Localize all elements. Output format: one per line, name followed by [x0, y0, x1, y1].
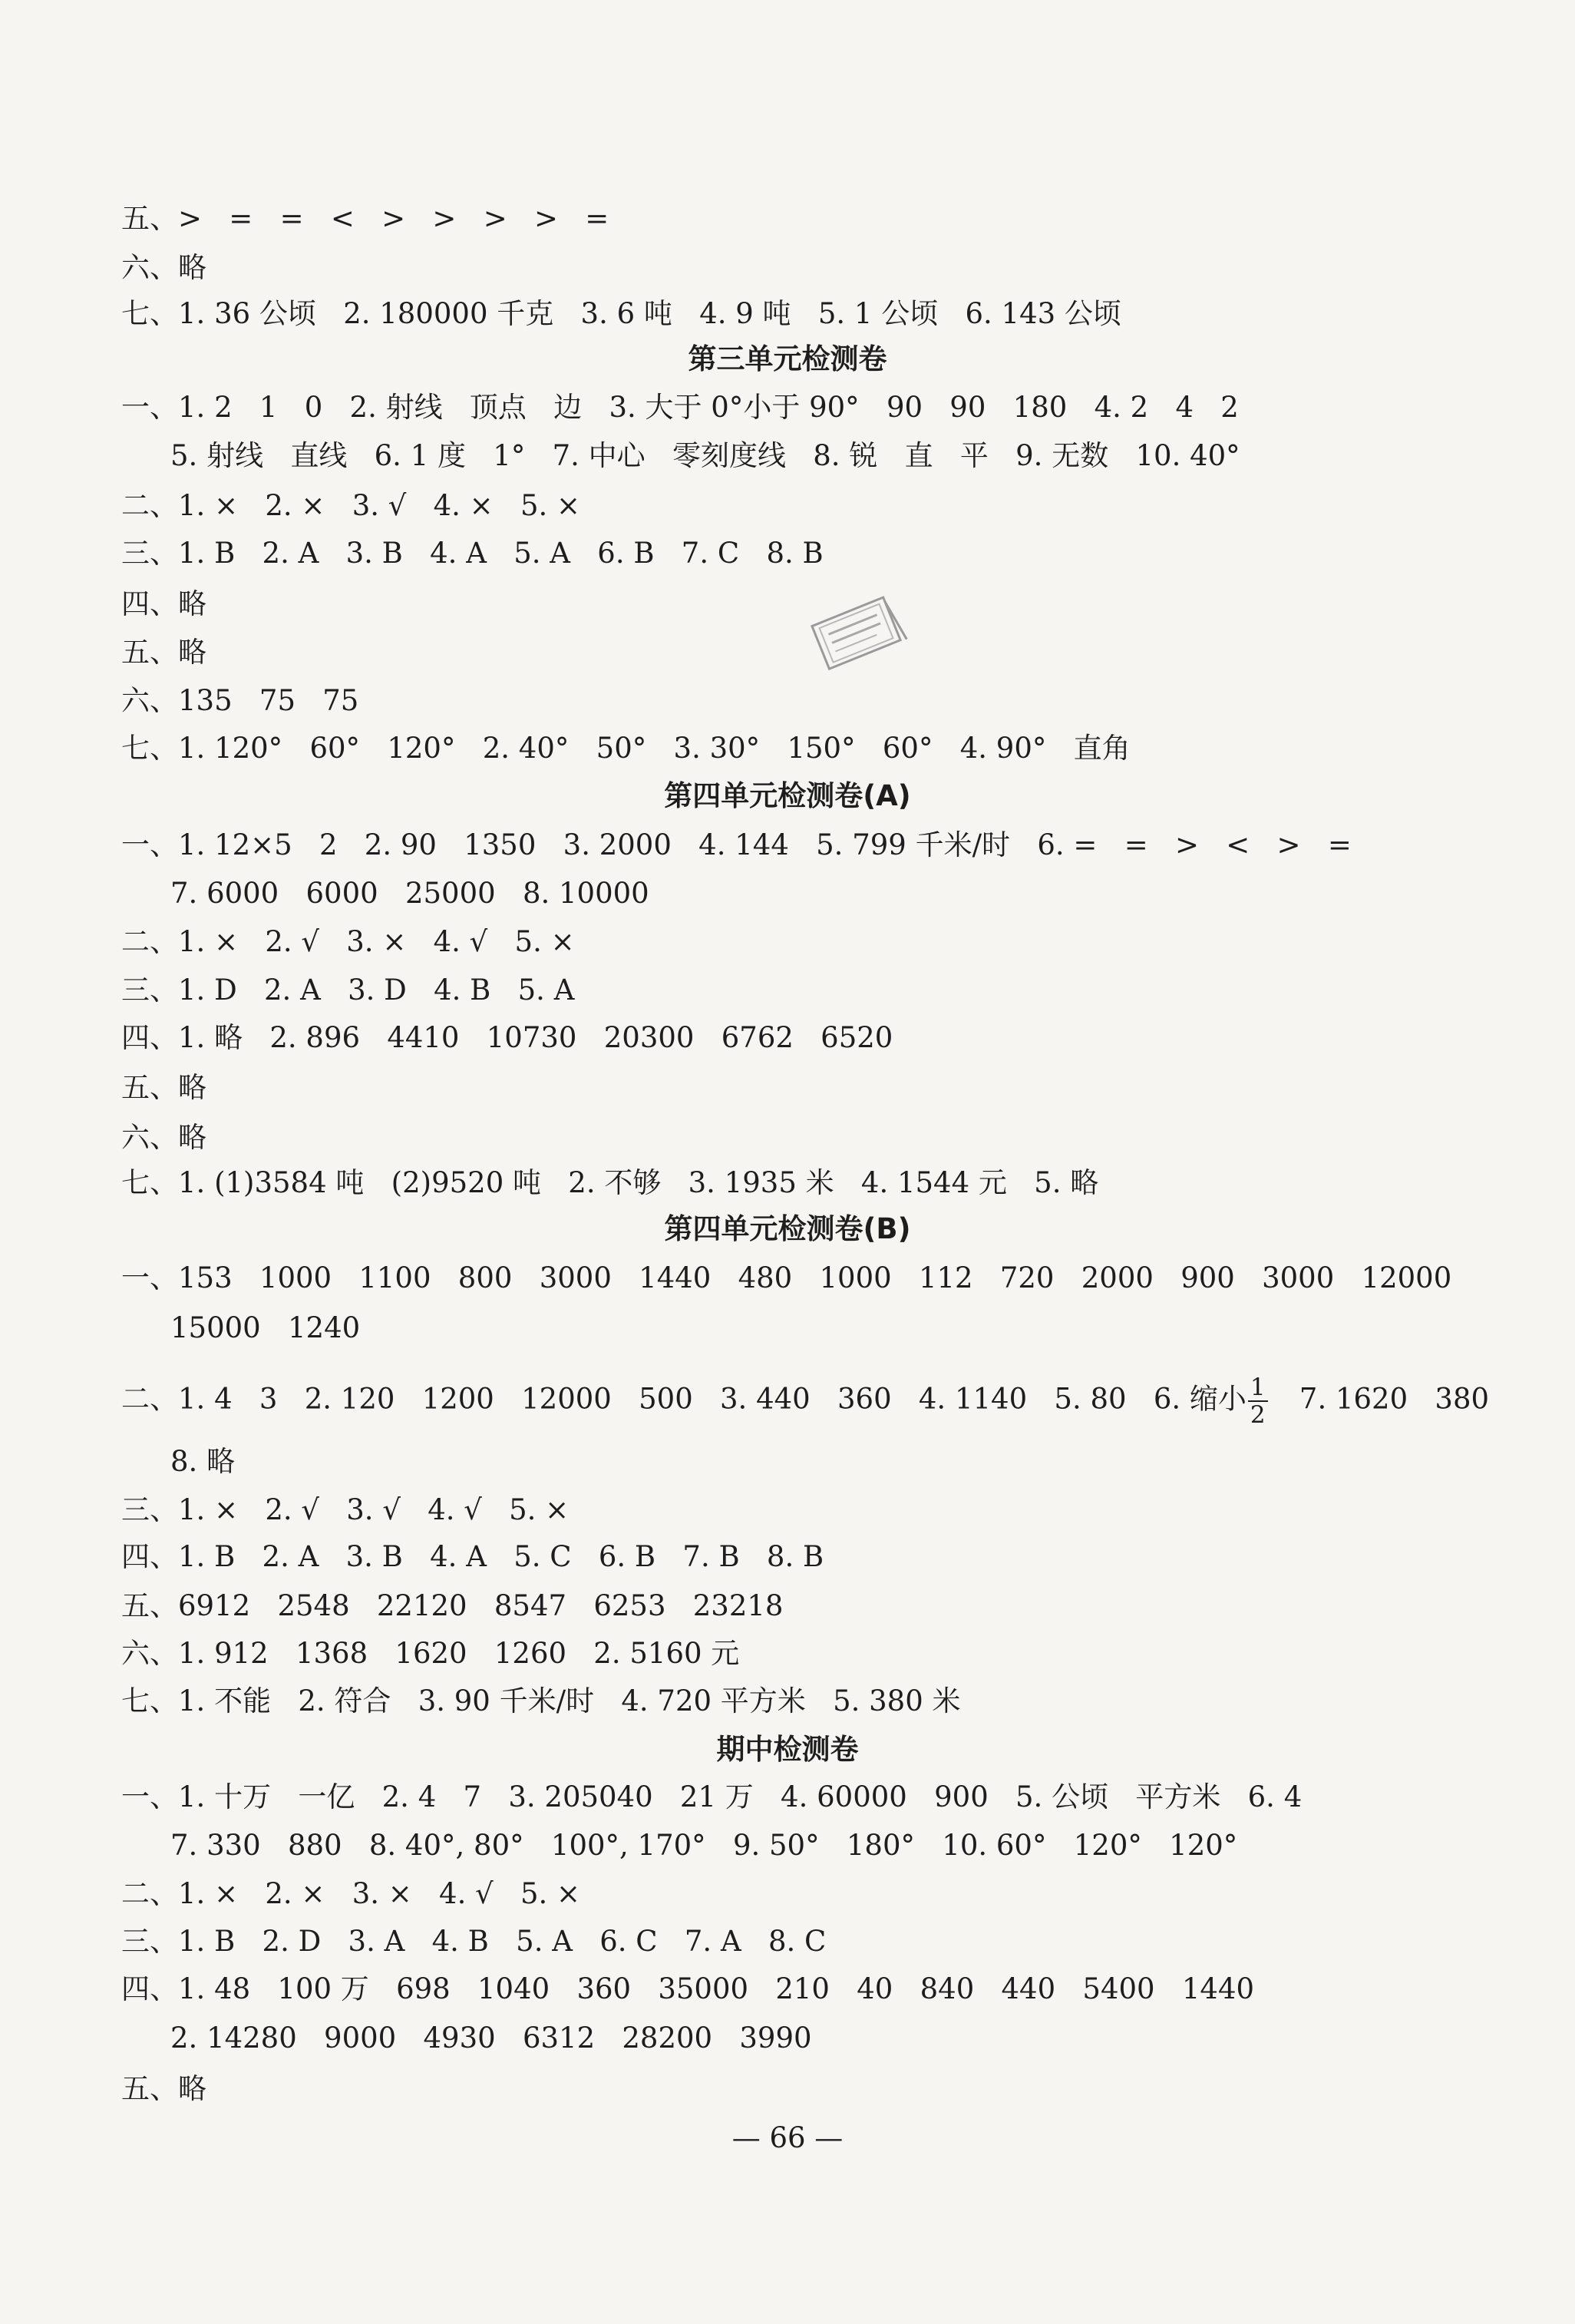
- section-title: 第三单元检测卷: [688, 342, 887, 375]
- answer-line: 三、1. D 2. A 3. D 4. B 5. A: [121, 974, 575, 1007]
- answer-line: 一、153 1000 1100 800 3000 1440 480 1000 112 720 2000 900 3000 12000: [121, 1261, 1452, 1294]
- answer-line: 二、1. × 2. √ 3. × 4. √ 5. ×: [121, 925, 575, 958]
- answer-line: 五、略: [121, 636, 206, 669]
- answer-line: 一、1. 12×5 2 2. 90 1350 3. 2000 4. 144 5. 799 千米/时 6. = = > < > =: [121, 828, 1352, 861]
- answer-line: 二、1. × 2. × 3. × 4. √ 5. ×: [121, 1877, 581, 1910]
- answer-line: 六、略: [121, 1121, 206, 1154]
- answer-line: [121, 1374, 1489, 1428]
- answer-line: 七、1. (1)3584 吨 (2)9520 吨 2. 不够 3. 1935 米 4. 1544 元 5. 略: [121, 1166, 1099, 1199]
- answer-line: 四、1. 略 2. 896 4410 10730 20300 6762 6520: [121, 1021, 893, 1054]
- section-title: 期中检测卷: [716, 1733, 859, 1766]
- answer-line: 五、> = = < > > > > =: [121, 202, 609, 235]
- answer-line: 七、1. 120° 60° 120° 2. 40° 50° 3. 30° 150° 60° 4. 90° 直角: [121, 732, 1131, 765]
- answer-line: 四、1. B 2. A 3. B 4. A 5. C 6. B 7. B 8. B: [121, 1540, 824, 1573]
- answer-line: 7. 330 880 8. 40°, 80° 100°, 170° 9. 50° 180° 10. 60° 120° 120°: [170, 1829, 1238, 1862]
- fraction: [1248, 1374, 1268, 1428]
- answer-line-text: 二、1. 4 3 2. 120 1200 12000 500 3. 440 360 4. 1140 5. 80 6. 缩小: [121, 1382, 1246, 1416]
- answer-line: 8. 略: [170, 1445, 236, 1478]
- fraction-denominator: 2: [1250, 1401, 1266, 1429]
- answer-line: 五、6912 2548 22120 8547 6253 23218: [121, 1589, 784, 1622]
- answer-line: 一、1. 十万 一亿 2. 4 7 3. 205040 21 万 4. 60000 900 5. 公顷 平方米 6. 4: [121, 1780, 1303, 1813]
- section-title: 第四单元检测卷(A): [664, 779, 911, 812]
- watermark-stamp-icon: [805, 587, 913, 679]
- answer-line: 三、1. B 2. D 3. A 4. B 5. A 6. C 7. A 8. C: [121, 1925, 827, 1958]
- answer-line: 六、1. 912 1368 1620 1260 2. 5160 元: [121, 1637, 740, 1670]
- answer-line: 5. 射线 直线 6. 1 度 1° 7. 中心 零刻度线 8. 锐 直 平 9. 无数 10. 40°: [170, 439, 1240, 472]
- answer-line: 15000 1240: [170, 1311, 361, 1344]
- fraction-numerator: 1: [1248, 1374, 1268, 1402]
- section-title: 第四单元检测卷(B): [664, 1212, 911, 1245]
- answer-line: 三、1. × 2. √ 3. √ 4. √ 5. ×: [121, 1493, 570, 1526]
- answer-line: 7. 6000 6000 25000 8. 10000: [170, 877, 649, 910]
- answer-line: 七、1. 不能 2. 符合 3. 90 千米/时 4. 720 平方米 5. 380 米: [121, 1684, 961, 1717]
- page-number: — 66 —: [731, 2121, 844, 2154]
- answer-line: 二、1. × 2. × 3. √ 4. × 5. ×: [121, 489, 581, 522]
- answer-line: 四、略: [121, 587, 206, 620]
- answer-line: 六、135 75 75: [121, 684, 359, 717]
- answer-line: 三、1. B 2. A 3. B 4. A 5. A 6. B 7. C 8. B: [121, 537, 824, 570]
- answer-line: 一、1. 2 1 0 2. 射线 顶点 边 3. 大于 0°小于 90° 90 90 180 4. 2 4 2: [121, 391, 1239, 424]
- answer-line: 五、略: [121, 2072, 206, 2105]
- answer-line: 四、1. 48 100 万 698 1040 360 35000 210 40 840 440 5400 1440: [121, 1972, 1255, 2005]
- answer-line: 六、略: [121, 251, 206, 284]
- answer-line: 2. 14280 9000 4930 6312 28200 3990: [170, 2022, 812, 2055]
- answer-line: 五、略: [121, 1071, 206, 1104]
- answer-line: 七、1. 36 公顷 2. 180000 千克 3. 6 吨 4. 9 吨 5. 1 公顷 6. 143 公顷: [121, 297, 1121, 330]
- answer-line-text: 7. 1620 380: [1272, 1382, 1490, 1416]
